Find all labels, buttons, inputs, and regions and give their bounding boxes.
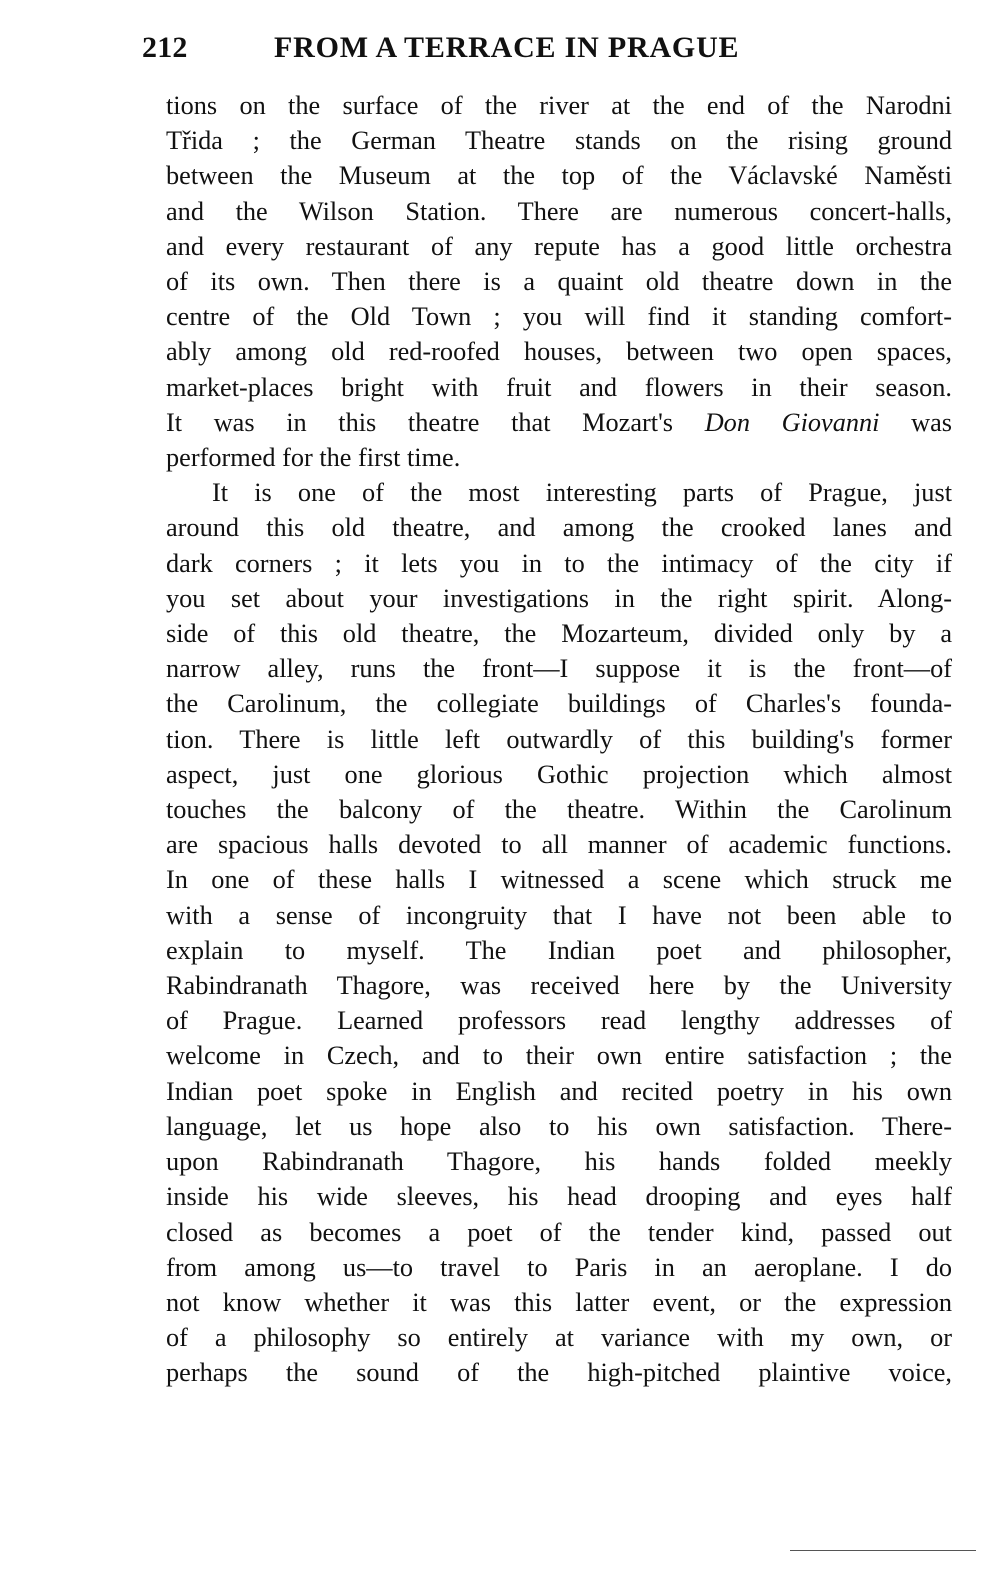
text-line: Třida ; the German Theatre stands on the rising ground [166, 126, 952, 156]
text-line: of a philosophy so entirely at variance with my own, or [166, 1323, 952, 1353]
text-line: with a sense of incongruity that I have not been able to [166, 900, 952, 930]
text-line: and every restaurant of any repute has a good little orchestra [166, 231, 952, 261]
text-line: you set about your investigations in the right spirit. Along- [166, 583, 952, 613]
text-line: not know whether it was this latter event, or the expression [166, 1287, 952, 1317]
book-page [142, 28, 953, 1388]
footer-rule [790, 1550, 976, 1551]
text-line: It is one of the most interesting parts of Prague, just [212, 478, 952, 508]
text-line-with-italic [166, 405, 952, 440]
text-line: Rabindranath Thagore, was received here by the University [166, 971, 952, 1001]
text-line: tions on the surface of the river at the end of the Narodni [166, 91, 952, 120]
text-line: are spacious halls devoted to all manner of academic functions. [166, 830, 952, 860]
text-line: around this old theatre, and among the crooked lanes and [166, 513, 952, 543]
text-line: of its own. Then there is a quaint old theatre down in the [166, 267, 952, 297]
text-line: the Carolinum, the collegiate buildings of Charles's founda- [166, 689, 952, 719]
text-line: Indian poet spoke in English and recited poetry in his own [166, 1076, 952, 1106]
text-line: performed for the first time. [166, 443, 461, 473]
text-fragment: It was in this theatre that Mozart's [166, 407, 674, 437]
text-line: and the Wilson Station. There are numerous concert-halls, [166, 196, 952, 226]
text-line: In one of these halls I witnessed a scene which struck me [166, 865, 952, 895]
text-line: market-places bright with fruit and flowers in their season. [166, 372, 952, 402]
page-number: 212 [142, 31, 188, 64]
paragraph-1 [166, 88, 952, 475]
body-text [166, 88, 952, 1391]
text-line: ably among old red-roofed houses, between two open spaces, [166, 337, 952, 367]
text-line: centre of the Old Town ; you will find it standing comfort- [166, 302, 952, 332]
text-line: tion. There is little left outwardly of this building's former [166, 724, 952, 754]
text-line: side of this old theatre, the Mozarteum, divided only by a [166, 619, 952, 649]
paragraph-2 [166, 475, 952, 1390]
text-line: between the Museum at the top of the Václavské Naměsti [166, 161, 952, 191]
text-line: upon Rabindranath Thagore, his hands folded meekly [166, 1147, 952, 1177]
running-head [142, 28, 952, 72]
text-fragment: was [911, 407, 953, 437]
work-title: Don Giovanni [704, 407, 880, 437]
text-line: aspect, just one glorious Gothic projection which almost [166, 759, 952, 789]
text-line: inside his wide sleeves, his head drooping and eyes half [166, 1182, 952, 1212]
text-line: of Prague. Learned professors read lengthy addresses of [166, 1006, 952, 1036]
text-line: narrow alley, runs the front—I suppose it is the front—of [166, 654, 952, 684]
text-line: from among us—to travel to Paris in an aeroplane. I do [166, 1252, 952, 1282]
text-line: welcome in Czech, and to their own entire satisfaction ; the [166, 1041, 952, 1071]
text-line: closed as becomes a poet of the tender kind, passed out [166, 1217, 952, 1247]
text-line: explain to myself. The Indian poet and philosopher, [166, 935, 952, 965]
text-line: touches the balcony of the theatre. Within the Carolinum [166, 795, 952, 825]
text-line: dark corners ; it lets you in to the intimacy of the city if [166, 548, 952, 578]
text-line: perhaps the sound of the high-pitched plaintive voice, [166, 1358, 952, 1388]
running-title: FROM A TERRACE IN PRAGUE [274, 31, 740, 64]
text-line: language, let us hope also to his own satisfaction. There- [166, 1111, 952, 1141]
